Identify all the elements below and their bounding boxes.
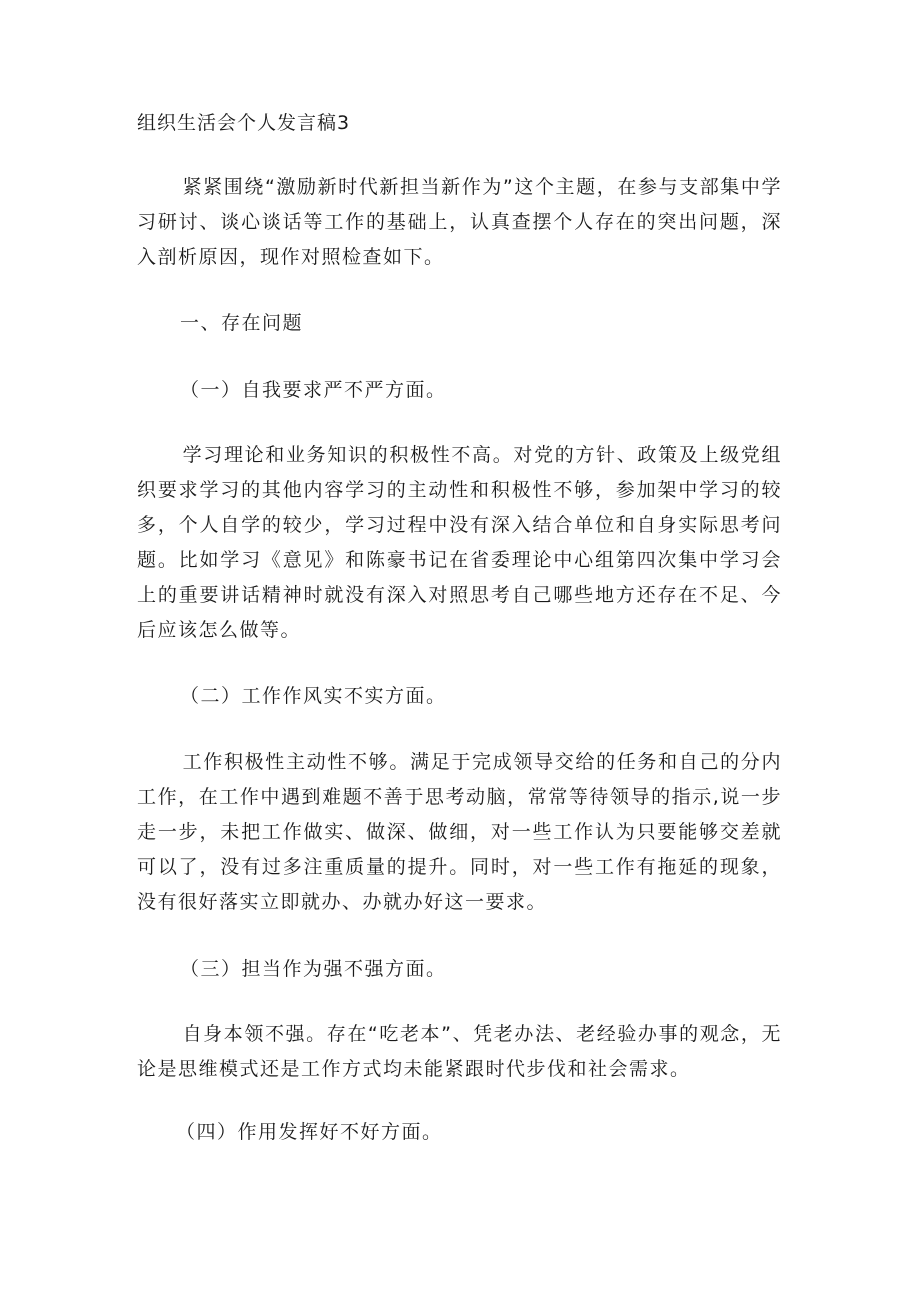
intro-paragraph: 紧紧围绕“激励新时代新担当新作为”这个主题，在参与支部集中学习研讨、谈心谈话等工作的基础上，认真查摆个人存在的突出问题，深入剖析原因，现作对照检查如下。	[137, 176, 782, 268]
section-heading-problems: 一、存在问题	[180, 312, 304, 334]
subsection-body-1: 学习理论和业务知识的积极性不高。对党的方针、政策及上级党组织要求学习的其他内容学习的主动性和积极性不够，参加架中学习的较多，个人自学的较少，学习过程中没有深入结合单位和自身实际思考问题。比如学习《意见》和陈豪书记在省委理论中心组第四次集中学习会上的重要讲话精神时就没有深入对照思考自己哪些地方还存在不足、今后应该怎么做等。	[137, 444, 782, 641]
subsection-heading-3: （三）担当作为强不强方面。	[180, 958, 447, 980]
document-title: 组织生活会个人发言稿3	[137, 112, 351, 134]
subsection-heading-1: （一）自我要求严不严方面。	[180, 379, 447, 401]
subsection-body-3: 自身本领不强。存在“吃老本”、凭老办法、老经验办事的观念，无论是思维模式还是工作方式均未能紧跟时代步伐和社会需求。	[137, 1023, 782, 1080]
subsection-heading-4: （四）作用发挥好不好方面。	[176, 1121, 443, 1143]
subsection-body-2: 工作积极性主动性不够。满足于完成领导交给的任务和自己的分内工作，在工作中遇到难题不善于思考动脑，常常等待领导的指示,说一步走一步，未把工作做实、做深、做细，对一些工作认为只要能够交差就可以了，没有过多注重质量的提升。同时，对一些工作有拖延的现象，没有很好落实立即就办、办就办好这一要求。	[137, 751, 782, 913]
subsection-heading-2: （二）工作作风实不实方面。	[180, 685, 447, 707]
